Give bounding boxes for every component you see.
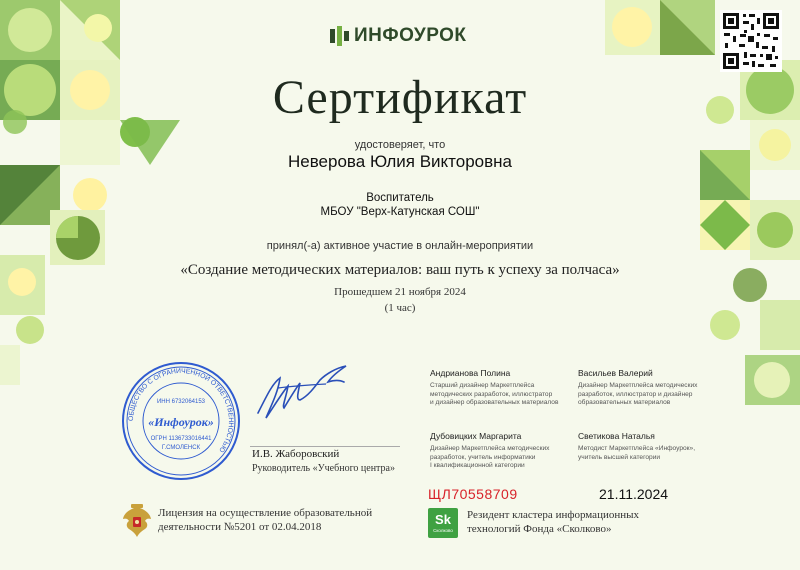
stamp-outer-text: ОБЩЕСТВО С ОГРАНИЧЕННОЙ ОТВЕТСТВЕННОСТЬЮ xyxy=(127,367,235,454)
certifies-text: удостоверяет, что xyxy=(354,139,446,151)
expert-desc-line: методических разработок, иллюстратор xyxy=(430,390,553,398)
expert-desc-line: Старший дизайнер Маркетплейса xyxy=(430,382,535,389)
skolkovo-logo-text: Sk xyxy=(435,512,451,527)
issue-date: 21.11.2024 xyxy=(599,486,669,502)
expert-desc-line: Методист Маркетплейса «Инфоурок», xyxy=(578,445,696,452)
recipient-position: Воспитатель xyxy=(366,192,434,204)
expert-card xyxy=(578,368,728,408)
stamp-ogrn: ОГРН 1136733016441 xyxy=(150,436,212,442)
expert-name: Васильев Валерий xyxy=(578,368,653,378)
recipient-name: Неверова Юлия Викторовна xyxy=(287,152,512,171)
expert-desc-line: разработок, иллюстратор и дизайнер xyxy=(578,390,693,398)
license-text xyxy=(158,506,372,534)
skolkovo-logo-sub: Сколково xyxy=(433,528,453,533)
stamp-inn: ИНН 6732064153 xyxy=(156,399,206,405)
signature-image xyxy=(248,358,358,428)
expert-desc-line: Дизайнер Маркетплейса методических xyxy=(578,382,698,389)
expert-desc-line: учитель высшей категории xyxy=(578,453,661,461)
official-stamp xyxy=(120,360,242,482)
participation-text: принял(-а) активное участие в онлайн-мероприятии xyxy=(266,240,534,252)
expert-name: Светикова Наталья xyxy=(578,431,655,441)
recipient-organization: МБОУ "Верх-Катунская СОШ" xyxy=(320,206,480,218)
expert-card xyxy=(430,431,580,471)
signer-name: И.В. Жаборовский xyxy=(252,448,340,460)
stamp-city: Г.СМОЛЕНСК xyxy=(161,445,201,451)
expert-card xyxy=(578,431,728,462)
brand-name: ИНФОУРОК xyxy=(354,25,467,46)
event-date: Прошедшем 21 ноября 2024 xyxy=(334,286,466,298)
infourok-logo-icon xyxy=(330,26,350,46)
expert-card xyxy=(430,368,580,408)
coat-of-arms-icon xyxy=(120,503,154,539)
expert-desc-line: разработок, учитель информатики xyxy=(430,453,536,461)
expert-desc-line: Дизайнер Маркетплейса методических xyxy=(430,445,550,452)
license-line: деятельности №5201 от 02.04.2018 xyxy=(158,521,322,533)
qr-code-icon xyxy=(720,10,782,72)
signer-title: Руководитель «Учебного центра» xyxy=(252,463,395,474)
license-line: Лицензия на осуществление образовательной xyxy=(158,507,373,519)
certificate-number: ЩЛ70558709 xyxy=(428,486,518,502)
skolkovo-line: Резидент кластера информационных xyxy=(467,509,640,521)
skolkovo-logo xyxy=(428,508,458,538)
expert-desc-line: и дизайнер образовательных материалов xyxy=(430,399,559,406)
expert-desc-line: I квалификационной категории xyxy=(430,462,525,469)
event-duration: (1 час) xyxy=(384,302,416,314)
expert-desc-line: образовательных материалов xyxy=(578,399,671,406)
skolkovo-text xyxy=(467,508,639,536)
stamp-center: «Инфоурок» xyxy=(148,415,214,429)
event-title: «Создание методических материалов: ваш путь к успеху за полчаса» xyxy=(180,262,620,278)
skolkovo-line: технологий Фонда «Сколково» xyxy=(467,523,612,535)
expert-name: Дубовицких Маргарита xyxy=(430,431,522,441)
expert-name: Андрианова Полина xyxy=(430,368,511,378)
page-title: Сертификат xyxy=(272,71,528,124)
signature-line xyxy=(250,446,400,447)
brand-logo xyxy=(330,22,470,50)
